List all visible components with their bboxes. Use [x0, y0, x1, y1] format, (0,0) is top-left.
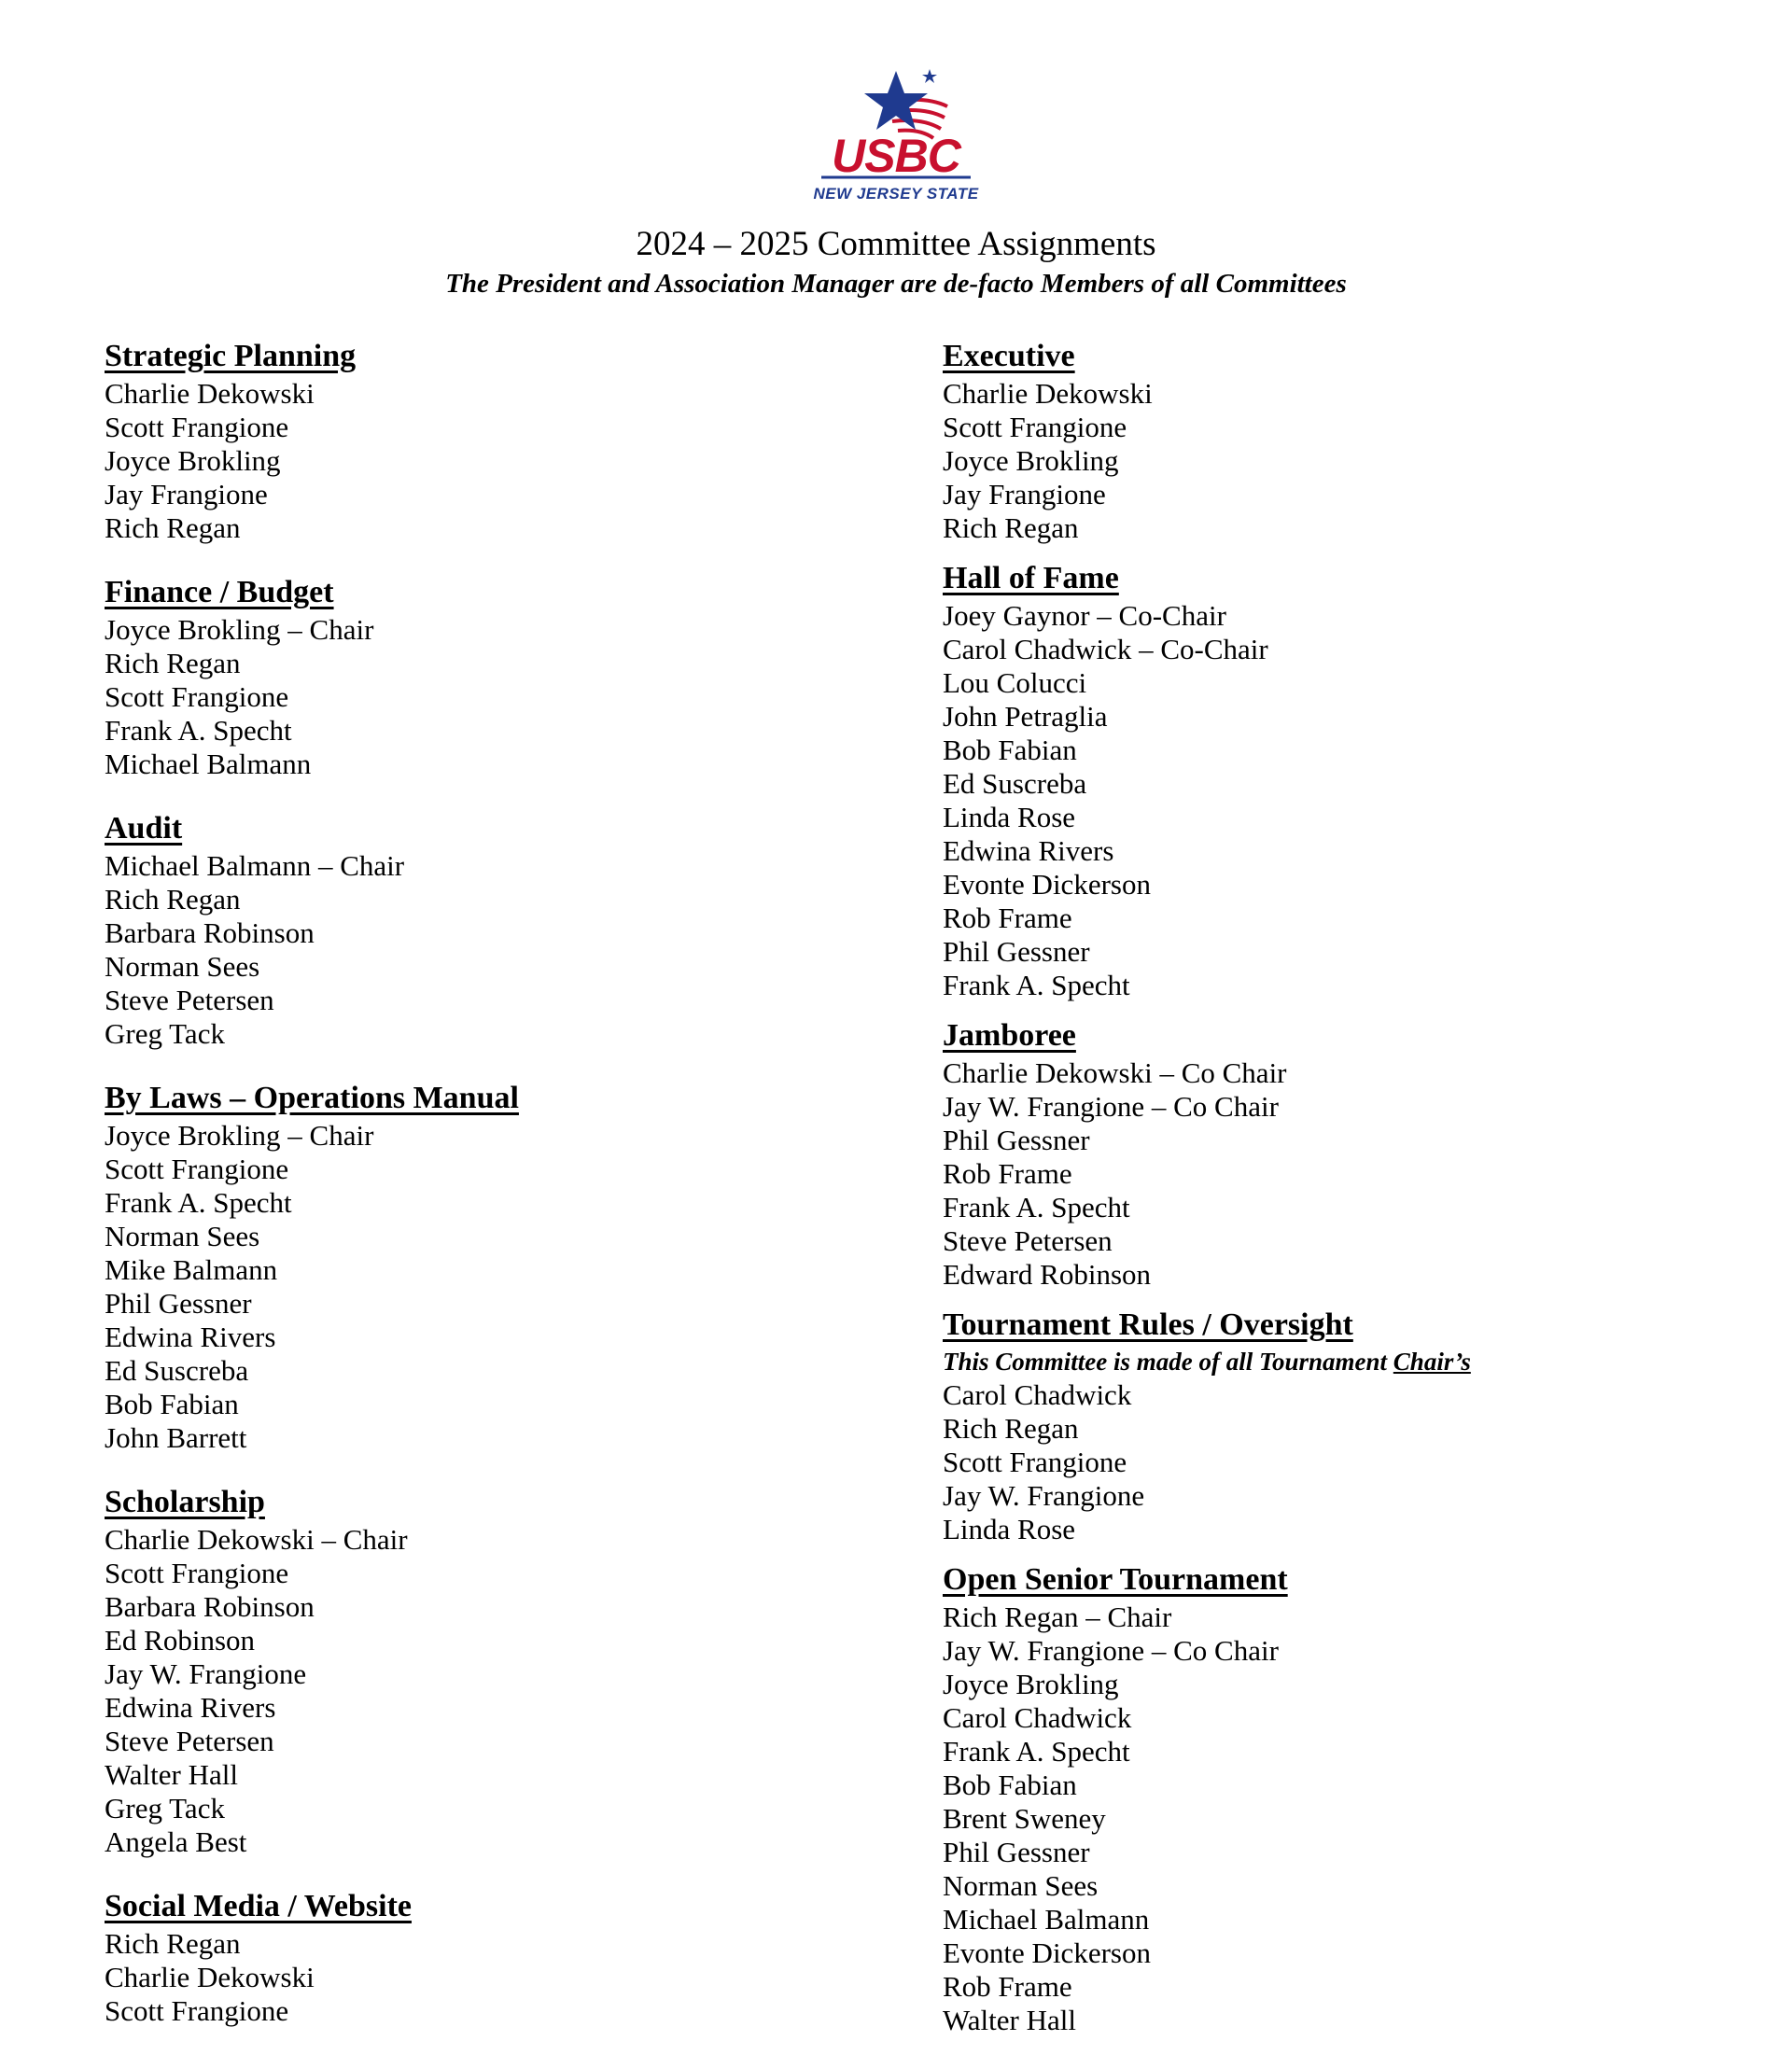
member-name: Jay Frangione — [943, 478, 1106, 510]
member-name: Scott Frangione — [943, 411, 1127, 443]
page-subtitle: The President and Association Manager are de-facto Members of all Committees — [445, 269, 1347, 299]
member-name: Greg Tack — [105, 1017, 225, 1050]
member-name: Barbara Robinson — [105, 1590, 315, 1623]
member-name: Scott Frangione — [105, 1557, 289, 1589]
committee-title: Tournament Rules / Oversight — [943, 1307, 1353, 1342]
committee-section — [943, 1559, 1764, 2037]
committee-title: Jamboree — [943, 1018, 1076, 1053]
member-name: Phil Gessner — [943, 1836, 1090, 1868]
member-name: Rob Frame — [943, 902, 1072, 934]
member-name: Rich Regan — [943, 1412, 1079, 1445]
member-name: Jay W. Frangione – Co Chair — [943, 1634, 1279, 1667]
member-name: Phil Gessner — [943, 1124, 1090, 1156]
right-column — [943, 336, 1764, 2050]
member-name: Walter Hall — [943, 2004, 1076, 2036]
member-name: Evonte Dickerson — [943, 868, 1151, 901]
member-name: Linda Rose — [943, 801, 1076, 833]
page-title: 2024 – 2025 Committee Assignments — [636, 225, 1156, 263]
member-name: Michael Balmann — [943, 1903, 1150, 1936]
member-list — [943, 1601, 1764, 2037]
committee-section — [105, 1886, 907, 2028]
left-column — [105, 336, 907, 2055]
committee-note-text: This Committee is made of all Tournament — [943, 1348, 1393, 1376]
member-name: Phil Gessner — [943, 935, 1090, 968]
member-list — [105, 849, 907, 1051]
member-name: Phil Gessner — [105, 1287, 252, 1320]
member-name: Rich Regan — [105, 511, 241, 544]
committee-section — [943, 1015, 1764, 1292]
member-name: Rich Regan — [943, 511, 1079, 544]
member-name: Jay W. Frangione – Co Chair — [943, 1090, 1279, 1123]
usbc-wordmark: USBC — [832, 130, 960, 182]
member-name: Rich Regan — [105, 1927, 241, 1960]
member-name: Joey Gaynor – Co-Chair — [943, 599, 1226, 632]
member-name: Bob Fabian — [943, 1768, 1077, 1801]
committee-note — [943, 1346, 1764, 1378]
member-name: Joyce Brokling — [105, 444, 281, 477]
member-name: Scott Frangione — [943, 1446, 1127, 1478]
usbc-star-logo-icon — [784, 67, 1008, 183]
committee-title: Social Media / Website — [105, 1889, 412, 1923]
member-list — [105, 613, 907, 781]
member-name: Frank A. Specht — [105, 1186, 292, 1219]
committee-section — [943, 336, 1764, 545]
member-name: Charlie Dekowski — [105, 1961, 315, 1993]
usbc-logo — [784, 67, 1008, 207]
committee-section — [105, 572, 907, 781]
member-name: John Petraglia — [943, 700, 1108, 733]
member-name: Michael Balmann — [105, 748, 312, 780]
member-name: Charlie Dekowski — [943, 377, 1153, 410]
committee-title: Executive — [943, 339, 1075, 373]
member-name: Joyce Brokling — [943, 444, 1119, 477]
member-name: Jay W. Frangione — [943, 1479, 1145, 1512]
member-name: Norman Sees — [105, 1220, 260, 1252]
member-name: Charlie Dekowski — [105, 377, 315, 410]
member-name: Rob Frame — [943, 1157, 1072, 1190]
member-name: Joyce Brokling – Chair — [105, 1119, 374, 1152]
member-name: Charlie Dekowski – Chair — [105, 1523, 408, 1556]
member-list — [105, 1927, 907, 2028]
member-name: Rich Regan — [105, 883, 241, 916]
member-name: Frank A. Specht — [943, 969, 1130, 1001]
member-name: Bob Fabian — [105, 1388, 239, 1420]
member-name: Lou Colucci — [943, 666, 1087, 699]
member-name: Michael Balmann – Chair — [105, 849, 405, 882]
member-name: Jay W. Frangione — [105, 1657, 307, 1690]
committee-section — [105, 336, 907, 545]
committee-title: Open Senior Tournament — [943, 1562, 1288, 1597]
member-name: Joyce Brokling – Chair — [105, 613, 374, 646]
member-name: Scott Frangione — [105, 1153, 289, 1185]
member-name: Carol Chadwick — [943, 1701, 1132, 1734]
member-name: Angela Best — [105, 1825, 247, 1858]
member-list — [105, 1523, 907, 1859]
member-name: Carol Chadwick – Co-Chair — [943, 633, 1268, 665]
member-name: Bob Fabian — [943, 734, 1077, 766]
committee-section — [105, 1482, 907, 1859]
committee-title: By Laws – Operations Manual — [105, 1081, 519, 1115]
member-name: Scott Frangione — [105, 680, 289, 713]
member-name: Walter Hall — [105, 1758, 238, 1791]
member-name: Ed Suscreba — [105, 1354, 249, 1387]
member-list — [943, 1378, 1764, 1546]
member-name: Frank A. Specht — [105, 714, 292, 747]
member-name: Steve Petersen — [943, 1224, 1113, 1257]
member-name: Barbara Robinson — [105, 916, 315, 949]
member-name: John Barrett — [105, 1421, 247, 1454]
member-name: Jay Frangione — [105, 478, 268, 510]
member-name: Brent Sweney — [943, 1802, 1106, 1835]
member-list — [943, 1056, 1764, 1292]
committee-section — [943, 558, 1764, 1002]
member-name: Norman Sees — [105, 950, 260, 983]
committee-title: Hall of Fame — [943, 561, 1119, 595]
member-name: Carol Chadwick — [943, 1378, 1132, 1411]
committee-section — [943, 1305, 1764, 1546]
member-name: Edwina Rivers — [105, 1691, 276, 1724]
committee-title: Scholarship — [105, 1485, 265, 1519]
member-name: Ed Robinson — [105, 1624, 256, 1657]
member-name: Joyce Brokling — [943, 1668, 1119, 1700]
committee-note-underlined: Chair’s — [1393, 1348, 1471, 1376]
logo-subtitle: NEW JERSEY STATE — [813, 185, 979, 203]
member-name: Mike Balmann — [105, 1253, 278, 1286]
member-name: Frank A. Specht — [943, 1191, 1130, 1223]
member-list — [105, 377, 907, 545]
member-name: Greg Tack — [105, 1792, 225, 1824]
committee-section — [105, 808, 907, 1051]
member-name: Frank A. Specht — [943, 1735, 1130, 1768]
member-list — [105, 1119, 907, 1455]
member-list — [943, 377, 1764, 545]
member-name: Rob Frame — [943, 1970, 1072, 2003]
member-name: Scott Frangione — [105, 1994, 289, 2027]
member-list — [943, 599, 1764, 1002]
member-name: Rich Regan — [105, 647, 241, 679]
member-name: Linda Rose — [943, 1513, 1076, 1545]
committee-section — [105, 1078, 907, 1455]
member-name: Scott Frangione — [105, 411, 289, 443]
member-name: Edward Robinson — [943, 1258, 1152, 1291]
committee-title: Audit — [105, 811, 183, 846]
member-name: Steve Petersen — [105, 984, 274, 1016]
committee-title: Finance / Budget — [105, 575, 334, 609]
member-name: Evonte Dickerson — [943, 1936, 1151, 1969]
member-name: Edwina Rivers — [105, 1321, 276, 1353]
member-name: Charlie Dekowski – Co Chair — [943, 1056, 1287, 1089]
member-name: Steve Petersen — [105, 1725, 274, 1757]
member-name: Edwina Rivers — [943, 834, 1114, 867]
member-name: Rich Regan – Chair — [943, 1601, 1172, 1633]
member-name: Ed Suscreba — [943, 767, 1087, 800]
committee-title: Strategic Planning — [105, 339, 357, 373]
member-name: Norman Sees — [943, 1869, 1099, 1902]
